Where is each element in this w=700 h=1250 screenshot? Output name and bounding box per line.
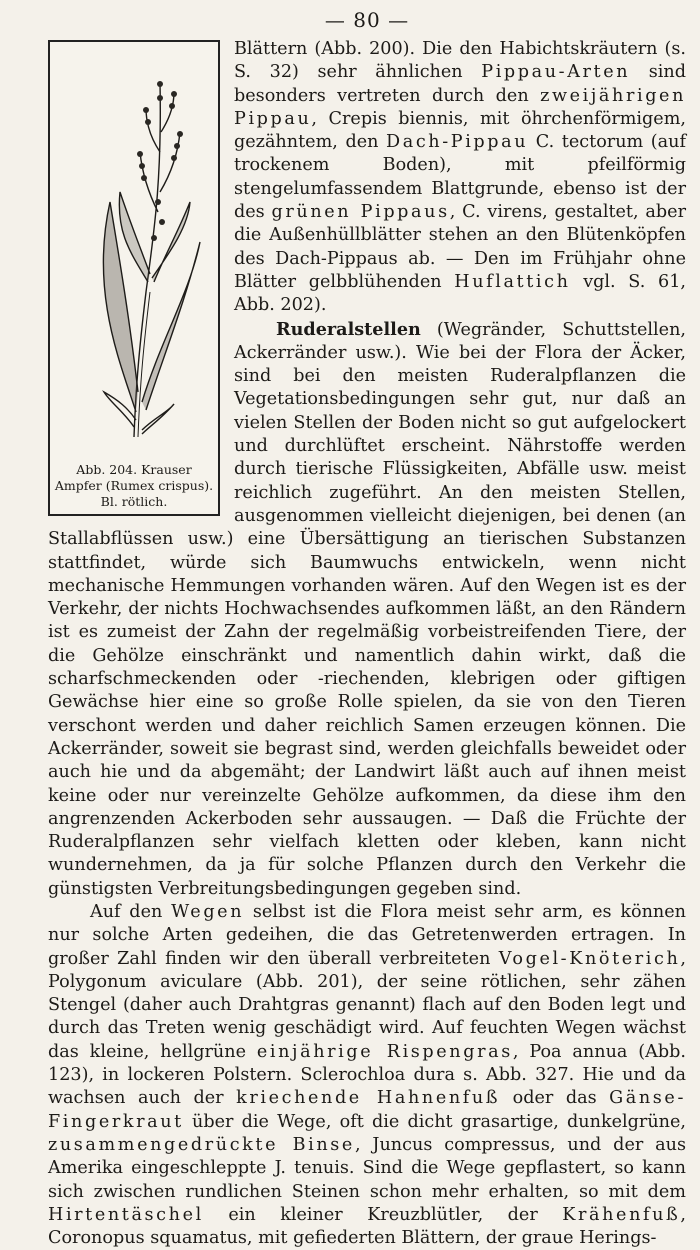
emphasis-term: Krähenfuß <box>562 1204 681 1225</box>
section-heading: Ruderalstellen <box>276 318 421 340</box>
emphasis-term: Hirtentäschel <box>48 1204 204 1225</box>
page-number: — 80 — <box>324 8 410 32</box>
emphasis-term: Gänse-Fingerkraut <box>48 1088 686 1132</box>
emphasis-term: Huflattich <box>454 271 571 292</box>
emphasis-term: Vogel-Knöterich <box>498 948 681 969</box>
emphasis-term: zweijährigen Pippau <box>234 85 686 129</box>
emphasis-term: zusammengedrückte Binse <box>48 1134 355 1155</box>
emphasis-term: grünen Pippaus <box>271 202 450 223</box>
emphasis-term: Dach-Pippau <box>386 132 529 153</box>
plant-illustration <box>50 42 218 452</box>
paragraph-3: Auf den Wegen selbst ist die Flora meist sehr arm, es können nur solche Arten gedeihen, die das Getretenwerden ertragen. In großer Zahl finden wir den überall verbreiteten Vogel-Knöterich, Polygonum aviculare (Abb. 201), der seine rötlichen, sehr zähen Stengel (daher auch Drahtgras genannt) flach auf den Boden legt und durch das Treten wenig geschädigt wird. Auf feuchten Wegen wächst das kleine, hellgrüne einjährige Rispengras, Poa annua (Abb. 123), in lockeren Polstern. Sclerochloa dura s. Abb. 327. Hie und da wachsen auch der kriechende Hahnenfuß oder das Gänse-Fingerkraut über die Wege, oft die dicht grasartige, dunkelgrüne, zusammengedrückte Binse, Juncus compressus, und der aus Amerika eingeschleppte J. tenuis. Sind die Wege gepflastert, so kann sich zwischen rundlichen Steinen schon mehr erhalten, so mit dem Hirtentäschel ein kleiner Kreuzblütler, der Krähenfuß, Coronopus squamatus, mit gefiederten Blättern, der graue Herings- <box>48 901 687 1249</box>
figure-rumex-crispus <box>48 40 220 516</box>
emphasis-term: Pippau-Arten <box>481 62 631 83</box>
figure-caption: Abb. 204. Krauser Ampfer (Rumex crispus). Bl. rötlich. <box>54 462 214 509</box>
paragraph-1: Blättern (Abb. 200). Die den Habichtskräutern (s. S. 32) sehr ähnlichen Pippau-Arten sind besonders vertreten durch den zweijährigen Pippau, Crepis biennis, mit öhrchenförmigem, gezähntem, den Dach-Pippau C. tectorum (auf trockenem Boden), mit pfeilförmig stengelumfassendem Blattgrunde, ebenso ist der des grünen Pippaus, C. virens, gestaltet, aber die Außenhüllblätter stehen an den Blütenköpfen des Dach-Pippaus ab. — Den im Frühjahr ohne Blätter gelbblühenden Huflattich vgl. S. 61, Abb. 202). <box>234 39 687 316</box>
emphasis-term: einjährige Rispengras <box>256 1041 513 1062</box>
emphasis-term: kriechende Hahnenfuß <box>236 1088 501 1109</box>
paragraph-2: Ruderalstellen (Wegränder, Schuttstellen, Ackerränder usw.). Wie bei der Flora der Äcker, sind bei den meisten Ruderalpflanzen die Vegetationsbedingungen sehr gut, nur daß an vielen Stellen der Boden nicht so gut aufgelockert und durchlüftet erscheint. Nährstoffe werden durch tierische Flüssigkeiten, Abfälle usw. meist reichlich zugeführt. An den meisten Stellen, ausgenommen vielleicht diejenigen, bei denen (an Stallabflüssen usw.) eine Übersättigung an tierischen Substanzen stattfindet, würde sich Baumwuchs entwickeln, wenn nicht mechanische Hemmungen vorhanden wären. Auf den Wegen ist es der Verkehr, der nichts Hochwachsendes aufkommen läßt, an den Rändern ist es zumeist der Zahn der regelmäßig vorbeistreifenden Tiere, der die Gehölze einschränkt und namentlich dahin wirkt, daß die scharfschmeckenden oder -riechenden, klebrigen oder giftigen Gewächse hier eine so große Rolle spielen, da sie von den Tieren verschont werden und daher reichlich Samen erzeugen können. Die Ackerränder, soweit sie begrast sind, werden gleichfalls beweidet oder auch hie und da abgemäht; der Landwirt läßt auch auf ihnen meist keine oder nur vereinzelte Gehölze aufkommen, da diese ihm den angrenzenden Ackerboden sehr aussaugen. — Daß die Früchte der Ruderalpflanzen sehr vielfach kletten oder kleben, kann nicht wundernehmen, da ja für solche Pflanzen durch den Verkehr die günstigsten Verbreitungsbedingungen gegeben sind. <box>48 318 686 899</box>
emphasis-term: Wegen <box>171 901 245 922</box>
